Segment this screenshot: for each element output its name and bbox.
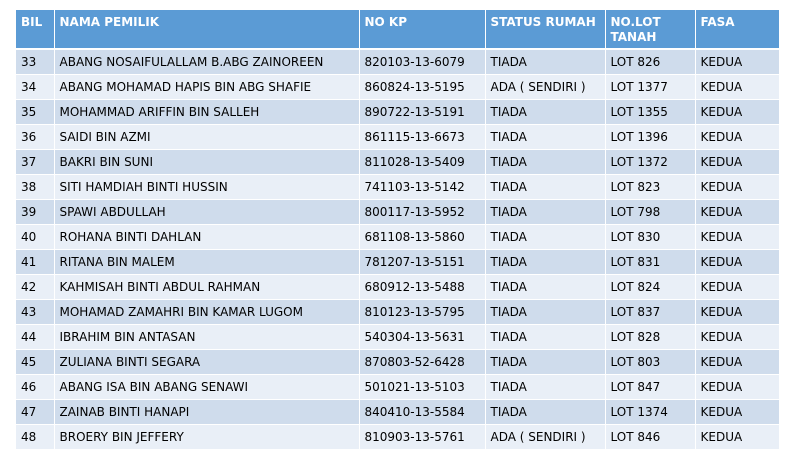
table-row	[16, 100, 779, 125]
cell-status-rumah: TIADA	[485, 49, 605, 75]
cell-no-lot-tanah: LOT 1372	[605, 150, 695, 175]
header-no-lot-tanah: NO.LOT TANAH	[605, 10, 695, 49]
cell-fasa: KEDUA	[695, 125, 779, 150]
cell-no-kp: 861115-13-6673	[359, 125, 485, 150]
table-row	[16, 325, 779, 350]
cell-fasa: KEDUA	[695, 49, 779, 75]
cell-no-kp: 680912-13-5488	[359, 275, 485, 300]
cell-no-kp: 810123-13-5795	[359, 300, 485, 325]
header-status-rumah: STATUS RUMAH	[485, 10, 605, 49]
cell-fasa: KEDUA	[695, 325, 779, 350]
cell-fasa: KEDUA	[695, 400, 779, 425]
header-bil: BIL	[16, 10, 54, 49]
cell-bil: 35	[16, 100, 54, 125]
cell-nama-pemilik: BROERY BIN JEFFERY	[54, 425, 359, 450]
cell-bil: 34	[16, 75, 54, 100]
cell-nama-pemilik: ZAINAB BINTI HANAPI	[54, 400, 359, 425]
cell-no-kp: 741103-13-5142	[359, 175, 485, 200]
cell-nama-pemilik: KAHMISAH BINTI ABDUL RAHMAN	[54, 275, 359, 300]
cell-nama-pemilik: SPAWI ABDULLAH	[54, 200, 359, 225]
cell-status-rumah: TIADA	[485, 100, 605, 125]
cell-status-rumah: ADA ( SENDIRI )	[485, 75, 605, 100]
table-body	[16, 49, 779, 450]
table-row	[16, 350, 779, 375]
owner-table	[16, 10, 779, 450]
cell-bil: 45	[16, 350, 54, 375]
header-no-kp: NO KP	[359, 10, 485, 49]
cell-no-kp: 860824-13-5195	[359, 75, 485, 100]
header-fasa: FASA	[695, 10, 779, 49]
table-row	[16, 150, 779, 175]
cell-status-rumah: TIADA	[485, 300, 605, 325]
cell-fasa: KEDUA	[695, 200, 779, 225]
table-row	[16, 49, 779, 75]
cell-fasa: KEDUA	[695, 175, 779, 200]
cell-bil: 36	[16, 125, 54, 150]
cell-fasa: KEDUA	[695, 300, 779, 325]
owner-table-container	[16, 10, 779, 450]
cell-bil: 41	[16, 250, 54, 275]
cell-no-lot-tanah: LOT 828	[605, 325, 695, 350]
cell-no-lot-tanah: LOT 847	[605, 375, 695, 400]
cell-no-lot-tanah: LOT 1396	[605, 125, 695, 150]
cell-bil: 37	[16, 150, 54, 175]
cell-status-rumah: TIADA	[485, 350, 605, 375]
cell-nama-pemilik: MOHAMAD ZAMAHRI BIN KAMAR LUGOM	[54, 300, 359, 325]
cell-nama-pemilik: IBRAHIM BIN ANTASAN	[54, 325, 359, 350]
cell-nama-pemilik: ROHANA BINTI DAHLAN	[54, 225, 359, 250]
table-row	[16, 400, 779, 425]
cell-no-lot-tanah: LOT 830	[605, 225, 695, 250]
cell-fasa: KEDUA	[695, 350, 779, 375]
cell-no-kp: 870803-52-6428	[359, 350, 485, 375]
cell-no-kp: 540304-13-5631	[359, 325, 485, 350]
table-header	[16, 10, 779, 49]
cell-fasa: KEDUA	[695, 150, 779, 175]
cell-nama-pemilik: ZULIANA BINTI SEGARA	[54, 350, 359, 375]
cell-bil: 46	[16, 375, 54, 400]
cell-nama-pemilik: BAKRI BIN SUNI	[54, 150, 359, 175]
cell-no-lot-tanah: LOT 831	[605, 250, 695, 275]
header-nama-pemilik: NAMA PEMILIK	[54, 10, 359, 49]
cell-fasa: KEDUA	[695, 100, 779, 125]
table-row	[16, 175, 779, 200]
cell-nama-pemilik: ABANG ISA BIN ABANG SENAWI	[54, 375, 359, 400]
cell-bil: 48	[16, 425, 54, 450]
cell-no-lot-tanah: LOT 826	[605, 49, 695, 75]
cell-status-rumah: TIADA	[485, 325, 605, 350]
cell-bil: 38	[16, 175, 54, 200]
cell-nama-pemilik: SAIDI BIN AZMI	[54, 125, 359, 150]
cell-no-kp: 810903-13-5761	[359, 425, 485, 450]
table-row	[16, 125, 779, 150]
cell-no-lot-tanah: LOT 837	[605, 300, 695, 325]
cell-nama-pemilik: SITI HAMDIAH BINTI HUSSIN	[54, 175, 359, 200]
cell-no-kp: 781207-13-5151	[359, 250, 485, 275]
table-row	[16, 425, 779, 450]
table-row	[16, 250, 779, 275]
cell-no-kp: 501021-13-5103	[359, 375, 485, 400]
cell-no-kp: 840410-13-5584	[359, 400, 485, 425]
cell-bil: 47	[16, 400, 54, 425]
table-row	[16, 75, 779, 100]
cell-bil: 43	[16, 300, 54, 325]
table-row	[16, 225, 779, 250]
cell-status-rumah: TIADA	[485, 150, 605, 175]
cell-nama-pemilik: ABANG MOHAMAD HAPIS BIN ABG SHAFIE	[54, 75, 359, 100]
cell-status-rumah: TIADA	[485, 175, 605, 200]
cell-nama-pemilik: RITANA BIN MALEM	[54, 250, 359, 275]
cell-no-lot-tanah: LOT 1374	[605, 400, 695, 425]
cell-fasa: KEDUA	[695, 425, 779, 450]
cell-status-rumah: TIADA	[485, 400, 605, 425]
cell-no-kp: 681108-13-5860	[359, 225, 485, 250]
cell-no-kp: 800117-13-5952	[359, 200, 485, 225]
cell-fasa: KEDUA	[695, 250, 779, 275]
header-row	[16, 10, 779, 49]
cell-fasa: KEDUA	[695, 225, 779, 250]
cell-no-lot-tanah: LOT 1377	[605, 75, 695, 100]
cell-nama-pemilik: ABANG NOSAIFULALLAM B.ABG ZAINOREEN	[54, 49, 359, 75]
cell-bil: 39	[16, 200, 54, 225]
cell-status-rumah: TIADA	[485, 375, 605, 400]
cell-nama-pemilik: MOHAMMAD ARIFFIN BIN SALLEH	[54, 100, 359, 125]
cell-status-rumah: TIADA	[485, 125, 605, 150]
cell-status-rumah: TIADA	[485, 200, 605, 225]
cell-no-kp: 811028-13-5409	[359, 150, 485, 175]
cell-no-lot-tanah: LOT 824	[605, 275, 695, 300]
cell-no-lot-tanah: LOT 1355	[605, 100, 695, 125]
table-row	[16, 275, 779, 300]
cell-no-lot-tanah: LOT 846	[605, 425, 695, 450]
cell-bil: 44	[16, 325, 54, 350]
cell-fasa: KEDUA	[695, 75, 779, 100]
cell-fasa: KEDUA	[695, 375, 779, 400]
cell-bil: 40	[16, 225, 54, 250]
cell-status-rumah: ADA ( SENDIRI )	[485, 425, 605, 450]
table-row	[16, 300, 779, 325]
cell-status-rumah: TIADA	[485, 275, 605, 300]
cell-no-kp: 820103-13-6079	[359, 49, 485, 75]
cell-no-kp: 890722-13-5191	[359, 100, 485, 125]
cell-status-rumah: TIADA	[485, 225, 605, 250]
cell-fasa: KEDUA	[695, 275, 779, 300]
cell-status-rumah: TIADA	[485, 250, 605, 275]
cell-bil: 33	[16, 49, 54, 75]
cell-no-lot-tanah: LOT 803	[605, 350, 695, 375]
table-row	[16, 375, 779, 400]
cell-bil: 42	[16, 275, 54, 300]
cell-no-lot-tanah: LOT 798	[605, 200, 695, 225]
table-row	[16, 200, 779, 225]
cell-no-lot-tanah: LOT 823	[605, 175, 695, 200]
